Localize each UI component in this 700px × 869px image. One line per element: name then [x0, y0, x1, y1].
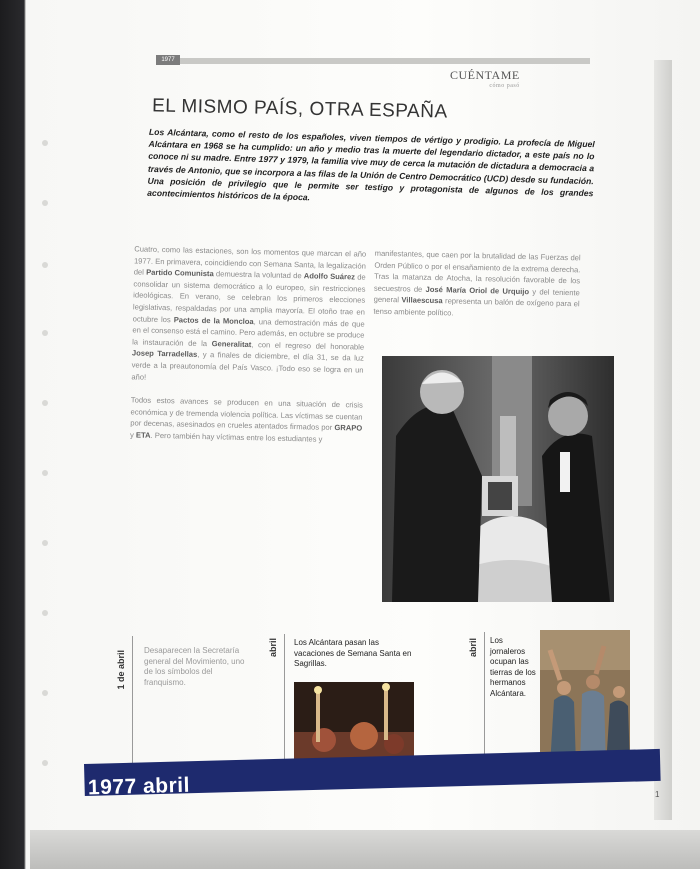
- highlight: ETA: [135, 430, 151, 440]
- body-paragraph-1: Cuatro, como las estaciones, son los momentos que marcan el año 1977. En primavera, coincidiendo con Semana Santa, la legalización del Partido Comunista demuestra la voluntad de Adolfo Suárez de consolidar un sistema democrático a lo europeo, sin restricciones ideológicas. En verano, se celebran los primeros elecciones legislativas, respaldadas por una amplia mayoría. El otoño trae en octubre los Pactos de la Moncloa, una demostración más de que en el consenso está el camino. Pero además, en octubre se produce la instauración de la Generalitat, con el regreso del honorable Josep Tarradellas, y a finales de diciembre, el día 31, se da luz verde a la preautonomía del País Vasco. ¡Todo eso se logra en un año!: [131, 244, 367, 382]
- page-number: 1: [655, 790, 660, 799]
- highlight: GRAPO: [334, 423, 363, 433]
- page-title: EL MISMO PAÍS, OTRA ESPAÑA: [151, 95, 448, 123]
- jornaleros-illustration: [540, 630, 630, 766]
- body-column-right: manifestantes, que caen por la brutalidad de las Fuerzas del Orden Público o por el ensañamiento de la extrema derecha. Tras la matanza de Atocha, la resolución favorable de los secuestros de José María Oriol de Urquijo y del teniente general Villaescusa representa un balón de oxígeno para el tenso ambiente político.: [373, 248, 581, 318]
- logo: [450, 68, 520, 89]
- timeline-text-3: Los jornaleros ocupan las tierras de los hermanos Alcántara.: [490, 636, 536, 698]
- logo-text: CUÉNTAME: [450, 68, 520, 82]
- timeline-text-2: Los Alcántara pasan las vacaciones de Semana Santa en Sagrillas.: [294, 638, 412, 668]
- table-surface: [30, 830, 700, 869]
- highlight: José María Oriol de Urquijo: [425, 284, 530, 296]
- timeline-image-jornaleros: [540, 630, 630, 766]
- timeline-date-3: abril: [468, 638, 478, 658]
- section-tab: 1977: [156, 55, 180, 65]
- highlight: Generalitat: [211, 338, 252, 349]
- timeline-divider: [284, 634, 285, 768]
- logo-subtitle: cómo pasó: [489, 83, 520, 89]
- historic-photo: [382, 356, 614, 602]
- highlight: Josep Tarradellas: [131, 348, 198, 360]
- highlight: Pactos de la Moncloa: [173, 314, 254, 326]
- body-paragraph-2: Todos estos avances se producen en una situación de crisis económica y de tremenda violencia política. Las víctimas se cuentan por decenas, asesinados en crueles atentados firmados por GRAPO y ETA. Pero también hay víctimas entre los estudiantes y: [129, 395, 363, 444]
- highlight: Villaescusa: [401, 295, 443, 306]
- body-column-left: [130, 243, 367, 458]
- lead-paragraph: Los Alcántara, como el resto de los españoles, viven tiempos de vértigo y prodigio. La profecía de Miguel Alcántara en 1968 se ha cumplido: un año y medio tras la muerte del legendario dictador, a este país no lo conoce ni su madre. Entre 1977 y 1979, la familia vive muy de cerca la mutación de dictadura a democracia a través de Antonio, que se incorpora a las filas de la Unión de Centro Democrático (UCD) desde su fundación. Una posición de privilegio que le permite ser testigo y protagonista de algunos de los grandes acontecimientos históricos de la época.: [147, 126, 595, 203]
- year-label: 1977 abril: [87, 773, 191, 800]
- timeline-divider: [484, 632, 485, 768]
- timeline-text-1: Desaparecen la Secretaría general del Movimiento, uno de los símbolos del franquismo.: [144, 646, 245, 687]
- page-edge: [654, 60, 672, 820]
- timeline-divider: [132, 636, 133, 768]
- timeline-date-2: abril: [268, 638, 278, 658]
- highlight: Adolfo Suárez: [303, 271, 356, 282]
- highlight: Partido Comunista: [146, 267, 214, 279]
- photo-illustration: [382, 356, 614, 602]
- header-rule: [160, 58, 590, 64]
- timeline-date-1: 1 de abril: [116, 650, 126, 690]
